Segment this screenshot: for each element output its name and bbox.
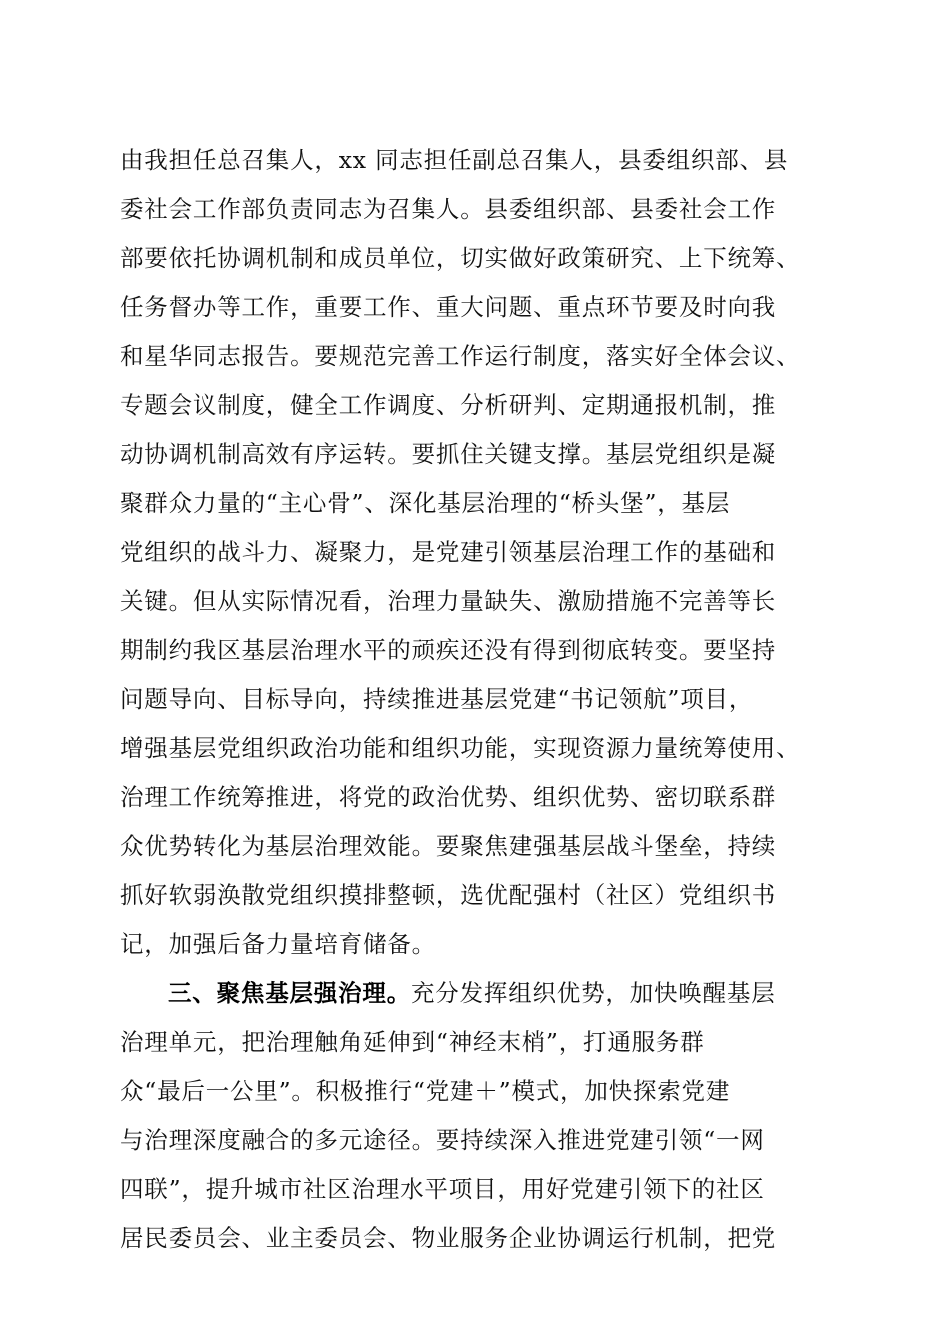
body-text-line: 记，加强后备力量培育储备。 xyxy=(120,930,436,958)
section-3-first-line xyxy=(168,978,840,1008)
body-text-line: 关键。但从实际情况看，治理力量缺失、激励措施不完善等长 xyxy=(120,587,777,615)
body-text-line: 党组织的战斗力、凝聚力，是党建引领基层治理工作的基础和 xyxy=(120,538,777,566)
body-text-line: 聚群众力量的“主心骨”、深化基层治理的“桥头堡”，基层 xyxy=(120,489,731,517)
body-text-line: 问题导向、目标导向，持续推进基层党建“书记领航”项目， xyxy=(120,685,754,713)
body-text-line: 增强基层党组织政治功能和组织功能，实现资源力量统筹使用、 xyxy=(120,734,801,762)
body-text-line: 居民委员会、业主委员会、物业服务企业协调运行机制，把党 xyxy=(120,1224,777,1252)
section-3-heading: 三、聚焦基层强治理。 xyxy=(168,979,411,1007)
body-text-line: 众“最后一公里”。积极推行“党建＋”模式，加快探索党建 xyxy=(120,1077,731,1105)
body-text-line: 期制约我区基层治理水平的顽疾还没有得到彻底转变。要坚持 xyxy=(120,636,777,664)
body-text-line: 动协调机制高效有序运转。要抓住关键支撑。基层党组织是凝 xyxy=(120,440,777,468)
body-text-line: 与治理深度融合的多元途径。要持续深入推进党建引领“一网 xyxy=(120,1126,765,1154)
body-text-line: 众优势转化为基层治理效能。要聚焦建强基层战斗堡垒，持续 xyxy=(120,832,777,860)
body-text-line: 和星华同志报告。要规范完善工作运行制度，落实好全体会议、 xyxy=(120,342,801,370)
body-text-line: 部要依托协调机制和成员单位，切实做好政策研究、上下统筹、 xyxy=(120,244,801,272)
body-text-line: 抓好软弱涣散党组织摸排整顿，选优配强村（社区）党组织书 xyxy=(120,881,777,909)
section-3-text: 充分发挥组织优势，加快唤醒基层 xyxy=(411,979,776,1007)
body-text-line: 治理单元，把治理触角延伸到“神经末梢”，打通服务群 xyxy=(120,1028,705,1056)
body-text-line: 治理工作统筹推进，将党的政治优势、组织优势、密切联系群 xyxy=(120,783,777,811)
body-text-line: 四联”，提升城市社区治理水平项目，用好党建引领下的社区 xyxy=(120,1175,765,1203)
body-text-line: 由我担任总召集人，xx 同志担任副总召集人，县委组织部、县 xyxy=(120,146,789,174)
body-text-line: 委社会工作部负责同志为召集人。县委组织部、县委社会工作 xyxy=(120,195,777,223)
body-text-line: 专题会议制度，健全工作调度、分析研判、定期通报机制，推 xyxy=(120,391,777,419)
body-text-line: 任务督办等工作，重要工作、重大问题、重点环节要及时向我 xyxy=(120,293,777,321)
